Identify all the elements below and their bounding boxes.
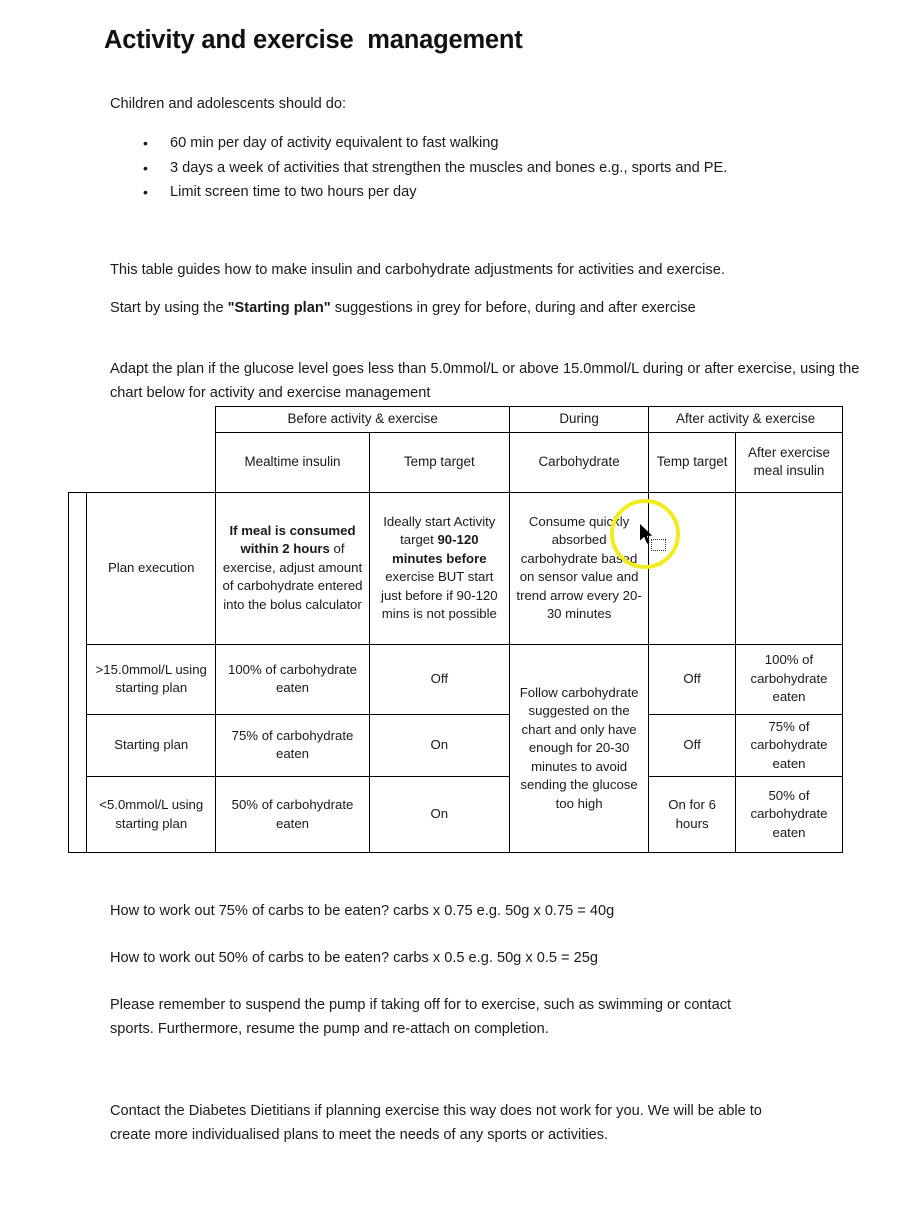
header-carbohydrate: Carbohydrate: [509, 432, 648, 492]
cell-plan-execution-after-exercise-meal-insulin: [735, 492, 842, 644]
row-label-starting-plan: Starting plan: [87, 714, 216, 777]
list-item: [140, 156, 860, 181]
header-after-activity: After activity & exercise: [649, 407, 843, 433]
list-item-label: Limit screen time to two hours per day: [170, 184, 417, 201]
table-row-plan-execution: [69, 492, 843, 644]
table-row: [69, 777, 843, 853]
cell-mealtime-insulin: 50% of carbohydrate eaten: [216, 777, 369, 853]
cell-plan-execution-carbohydrate: Consume quickly absorbed carbohydrate based on sensor value and trend arrow every 20-30 minutes: [509, 492, 648, 644]
table-header-group-row: [69, 407, 843, 433]
cell-temp-target-before: On: [369, 777, 509, 853]
cell-after-exercise-meal-insulin: 100% of carbohydrate eaten: [735, 644, 842, 714]
list-item: [140, 131, 860, 156]
cell-plan-execution-temp-target-after: [649, 492, 736, 644]
cell-temp-target-after: Off: [649, 714, 736, 777]
cell-plan-execution-temp-target: [369, 492, 509, 644]
cell-text: Ideally start Activity target: [383, 513, 496, 547]
header-temp-target-after: Temp target: [649, 432, 736, 492]
cell-temp-target-before: Off: [369, 644, 509, 714]
contact-dietitians-paragraph: Contact the Diabetes Dietitians if planning exercise this way does not work for you. We will be able to create more individualised plans to meet the needs of any sports or activities.: [110, 1103, 762, 1143]
cell-text: exercise BUT start just before if 90-120 mins is not possible: [381, 569, 498, 621]
cell-after-exercise-meal-insulin: 75% of carbohydrate eaten: [735, 714, 842, 777]
spacer-cell: [87, 432, 216, 492]
row-label-low-glucose: <5.0mmol/L using starting plan: [87, 777, 216, 853]
header-before-activity: Before activity & exercise: [216, 407, 510, 433]
adapt-plan-paragraph: Adapt the plan if the glucose level goes less than 5.0mmol/L or above 15.0mmol/L during or after exercise, using the chart below for activity and exercise management: [110, 361, 860, 401]
header-after-exercise-meal-insulin: After exercise meal insulin: [735, 432, 842, 492]
table-row: [69, 644, 843, 714]
cell-temp-target-after: Off: [649, 644, 736, 714]
cell-text: of exercise, adjust amount of carbohydrate entered into the bolus calculator: [222, 541, 363, 612]
cell-plan-execution-mealtime-insulin: [216, 492, 369, 644]
cell-mealtime-insulin: 100% of carbohydrate eaten: [216, 644, 369, 714]
row-label-plan-execution: Plan execution: [87, 492, 216, 644]
spacer-cell: [69, 407, 87, 433]
list-item-label: 3 days a week of activities that strengthen the muscles and bones e.g., sports and PE.: [170, 159, 728, 176]
table: [68, 406, 843, 853]
cell-temp-target-after: On for 6 hours: [649, 777, 736, 853]
carbs-75-paragraph: How to work out 75% of carbs to be eaten? carbs x 0.75 e.g. 50g x 0.75 = 40g: [110, 903, 615, 919]
left-rail-cell: [69, 492, 87, 853]
spacer-cell: [87, 407, 216, 433]
activity-bullet-list: [140, 131, 860, 205]
bullet-icon: •: [143, 159, 148, 176]
starting-plan-suffix: suggestions in grey for before, during and after exercise: [330, 300, 696, 316]
table-row-starting-plan: [69, 714, 843, 777]
cell-emphasis: 90-120 minutes before: [392, 532, 487, 566]
cell-mealtime-insulin: 75% of carbohydrate eaten: [216, 714, 369, 777]
header-during: During: [509, 407, 648, 433]
header-temp-target-before: Temp target: [369, 432, 509, 492]
list-item: [140, 180, 860, 205]
starting-plan-emphasis: "Starting plan": [227, 300, 331, 316]
pump-suspend-paragraph: Please remember to suspend the pump if taking off for to exercise, such as swimming or contact sports. Furthermore, resume the pump and re-attach on completion.: [110, 997, 732, 1037]
cell-after-exercise-meal-insulin: 50% of carbohydrate eaten: [735, 777, 842, 853]
cell-temp-target-before: On: [369, 714, 509, 777]
intro-paragraph: Children and adolescents should do:: [110, 96, 347, 112]
row-label-high-glucose: >15.0mmol/L using starting plan: [87, 644, 216, 714]
table-guide-paragraph: This table guides how to make insulin and carbohydrate adjustments for activities and exercise.: [110, 262, 725, 278]
header-mealtime-insulin: Mealtime insulin: [216, 432, 369, 492]
bullet-icon: •: [143, 135, 148, 151]
carbs-50-paragraph: How to work out 50% of carbs to be eaten? carbs x 0.5 e.g. 50g x 0.5 = 25g: [110, 950, 598, 966]
cell-during-carbohydrate-merged: Follow carbohydrate suggested on the chart and only have enough for 20-30 minutes to avoid sending the glucose too high: [509, 644, 648, 853]
starting-plan-prefix: Start by using the: [110, 300, 228, 316]
page-title: Activity and exercise management: [104, 26, 523, 54]
spacer-cell: [69, 432, 87, 492]
starting-plan-paragraph: [110, 296, 850, 320]
table-header-column-row: [69, 432, 843, 492]
list-item-label: 60 min per day of activity equivalent to fast walking: [170, 135, 499, 151]
cell-emphasis: If meal is consumed within 2 hours: [229, 522, 356, 557]
exercise-management-table: [68, 406, 843, 861]
bullet-icon: •: [143, 184, 148, 201]
